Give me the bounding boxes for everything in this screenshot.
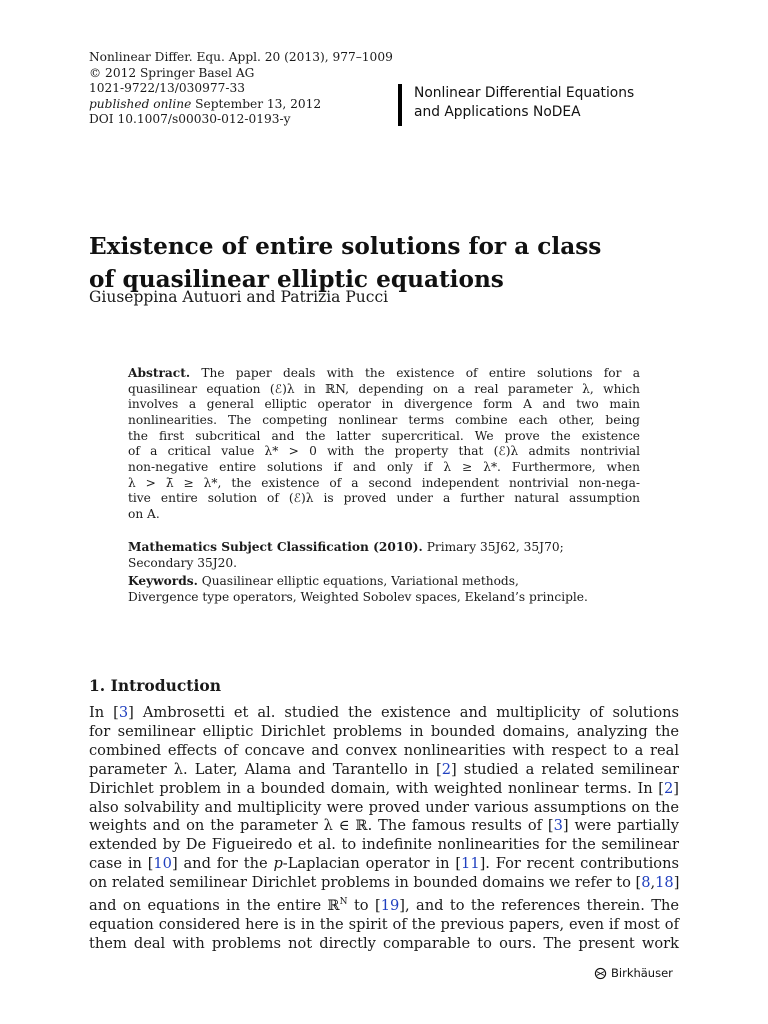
publisher-mark: [594, 966, 673, 980]
citation-link[interactable]: 3: [118, 704, 129, 721]
birkhauser-logo-icon: [594, 967, 607, 980]
abstract-label: Abstract.: [128, 366, 191, 380]
title-line-1: Existence of entire solutions for a class: [89, 233, 602, 260]
abstract-line: involves a general elliptic operator in divergence form A and two main: [128, 397, 640, 412]
abstract-line: non-negative entire solutions if and only if λ ≥ λ*. Furthermore, when: [128, 459, 640, 474]
journal-name-line-1: Nonlinear Differential Equations: [414, 85, 635, 101]
publisher-name: Birkhäuser: [611, 966, 673, 980]
doi-line[interactable]: DOI 10.1007/s00030-012-0193-y: [89, 112, 291, 126]
section-heading: 1. Introduction: [89, 676, 221, 695]
msc-label: Mathematics Subject Classification (2010).: [128, 540, 423, 554]
keywords: [128, 574, 648, 605]
abstract-line: quasilinear equation (ℰ)λ in ℝN, depending on a real parameter λ, which: [128, 381, 640, 396]
abstract-line: the first subcritical and the latter supercritical. We prove the existence: [128, 428, 640, 443]
copyright-line: © 2012 Springer Basel AG: [89, 65, 255, 80]
title-line-2: of quasilinear elliptic equations: [89, 266, 504, 293]
article-metadata: [89, 50, 399, 128]
introduction-body: [89, 704, 679, 954]
journal-citation: Nonlinear Differ. Equ. Appl. 20 (2013), 977–1009: [89, 50, 393, 64]
citation-link[interactable]: 18: [655, 874, 674, 892]
journal-name-line-2: and Applications NoDEA: [414, 104, 581, 120]
keywords-label: Keywords.: [128, 574, 198, 588]
body-line: also solvability and multiplicity were proved under various assumptions on the: [89, 798, 679, 816]
abstract-line: Abstract. The paper deals with the existence of entire solutions for a: [128, 366, 640, 380]
body-line: for semilinear elliptic Dirichlet problems in bounded domains, analyzing the: [89, 722, 679, 740]
published-label: published online: [89, 96, 192, 111]
subject-classification: [128, 540, 640, 571]
abstract-line: of a critical value λ* > 0 with the property that (ℰ)λ admits nontrivial: [128, 444, 640, 459]
abstract-line: nonlinearities. The competing nonlinear terms combine each other, being: [128, 412, 640, 427]
citation-link[interactable]: 2: [664, 779, 674, 797]
paper-title: [89, 230, 689, 296]
body-line: weights and on the parameter λ ∈ ℝ. The famous results of [3] were partially: [89, 817, 679, 835]
body-line: case in [10] and for the p-Laplacian operator in [11]. For recent contributions: [89, 855, 679, 873]
body-line: In [3] Ambrosetti et al. studied the existence and multiplicity of solutions: [89, 704, 679, 721]
body-line: extended by De Figueiredo et al. to indefinite nonlinearities for the semilinear: [89, 836, 679, 854]
issn-line: 1021-9722/13/030977-33: [89, 81, 246, 95]
msc-line-1: Mathematics Subject Classification (2010). Primary 35J62, 35J70;: [128, 540, 564, 554]
author-list: Giuseppina Autuori and Patrizia Pucci: [89, 288, 389, 306]
citation-link[interactable]: 11: [461, 855, 480, 873]
abstract: [128, 366, 640, 523]
body-line: on related semilinear Dirichlet problems in bounded domains we refer to [8,18]: [89, 874, 680, 892]
keywords-line-2: Divergence type operators, Weighted Sobolev spaces, Ekeland’s principle.: [128, 589, 588, 604]
citation-link[interactable]: 10: [153, 855, 172, 873]
citation-link[interactable]: 19: [380, 896, 400, 914]
journal-name-box: [398, 84, 634, 126]
abstract-line: tive entire solution of (ℰ)λ is proved under a further natural assumption: [128, 491, 640, 506]
abstract-line: λ > λ̄ ≥ λ*, the existence of a second independent nontrivial non-nega-: [128, 475, 640, 490]
body-line: combined effects of concave and convex nonlinearities with respect to a real: [89, 741, 679, 759]
keywords-line-1: Keywords. Quasilinear elliptic equations, Variational methods,: [128, 574, 519, 588]
body-line: parameter λ. Later, Alama and Tarantello in [2] studied a related semilinear: [89, 760, 679, 778]
citation-link[interactable]: 2: [441, 760, 452, 778]
body-line: them deal with problems not directly comparable to ours. The present work: [89, 934, 679, 952]
citation-link[interactable]: 8: [641, 874, 651, 892]
body-line: and on equations in the entire ℝ$^N$ to [19], and to the references therein. The: [89, 896, 680, 914]
abstract-line: on A.: [128, 506, 160, 521]
body-line: equation considered here is in the spirit of the previous papers, even if most of: [89, 915, 679, 933]
citation-link[interactable]: 3: [553, 817, 563, 835]
published-line: [89, 97, 399, 113]
published-date: September 13, 2012: [195, 96, 322, 111]
body-line: Dirichlet problem in a bounded domain, with weighted nonlinear terms. In [2]: [89, 779, 679, 797]
msc-line-2: Secondary 35J20.: [128, 555, 238, 570]
